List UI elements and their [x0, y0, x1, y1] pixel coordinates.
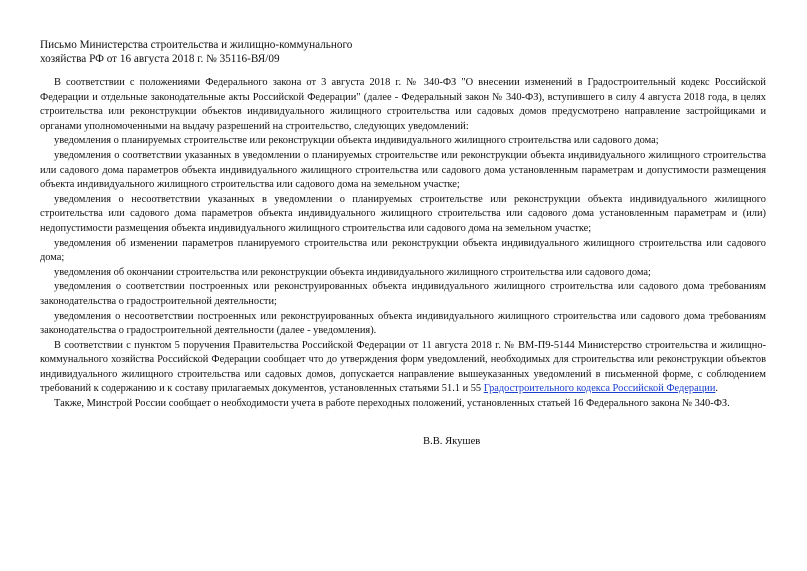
intro-paragraph: В соответствии с положениями Федерального закона от 3 августа 2018 г. № 340-ФЗ "О внесении изменений в Градостроительный кодекс Российской Федерации и отдельные законодательные акты Российской Федерации" (далее - Федеральный закон № 340-ФЗ), вступившего в силу 4 августа 2018 года, в целях строительства или реконструкции объектов индивидуального жилищного строительства или садовых домов предусмотрено направление застройщиками и органами уполномоченными на выдачу разрешений на строительство, следующих уведомлений: — [40, 77, 766, 132]
document-body — [40, 76, 766, 412]
urban-planning-code-link[interactable]: Градостроительного кодекса Российской Федерации — [483, 383, 716, 395]
document-title: Письмо Министерства строительства и жилищно-коммунального хозяйства РФ от 16 августа 2018 г. № 35116-ВЯ/09 — [40, 39, 353, 65]
notification-item: уведомления об изменении параметров планируемого строительства или реконструкции объекта индивидуального жилищного строительства или садового дома; — [40, 237, 766, 264]
notification-item: уведомления об окончании строительства или реконструкции объекта индивидуального жилищного строительства или садового дома; — [54, 266, 651, 278]
instruction-tail: . — [715, 383, 719, 395]
notification-item: уведомления о соответствии указанных в уведомлении о планируемых строительстве или реконструкции объекта индивидуального жилищного строительства или садового дома параметров объекта индивидуального жилищного строительства или садового дома установленным параметрам и допустимости размещения объекта индивидуального жилищного строительства или садового дома на земельном участке; — [40, 149, 766, 191]
document-page — [40, 38, 766, 412]
notification-item: уведомления о несоответствии построенных или реконструированных объекта индивидуального жилищного строительства или садового дома требованиям законодательства о градостроительной деятельности (далее - уведомления). — [40, 310, 766, 337]
signature: В.В. Якушев — [423, 436, 481, 447]
final-paragraph: Также, Минстрой России сообщает о необходимости учета в работе переходных положений, установленных статьей 16 Федерального закона № 340-ФЗ. — [54, 398, 730, 410]
notification-item: уведомления о соответствии построенных или реконструированных объекта индивидуального жилищного строительства или садового дома требованиям законодательства о градостроительной деятельности; — [40, 281, 766, 307]
instruction-paragraph — [40, 339, 766, 397]
notification-item: уведомления о несоответствии указанных в уведомлении о планируемых строительстве или реконструкции объекта индивидуального жилищного строительства или садового дома параметров объекта индивидуального жилищного строительства или садового дома установленным параметрам и (или) недопустимости размещения объекта индивидуального жилищного строительства или садового дома на земельном участке; — [40, 193, 766, 234]
instruction-text: В соответствии с пунктом 5 поручения Правительства Российской Федерации от 11 августа 2018 г. № ВМ-П9-5144 Министерство строительства и жилищно-коммунального хозяйства Российской Федерации сообщает что до утверждения форм уведомлений, необходимых для строительства или реконструкции объектов индивидуального жилищного строительства или садовых домов, допускается направление вышеуказанных уведомлений в письменной форме, с соблюдением требований к содержанию и к составу прилагаемых документов, установленных статьями 51.1 и 55 — [40, 339, 766, 395]
notification-item: уведомления о планируемых строительстве или реконструкции объекта индивидуального жилищного строительства или садового дома; — [54, 135, 659, 147]
